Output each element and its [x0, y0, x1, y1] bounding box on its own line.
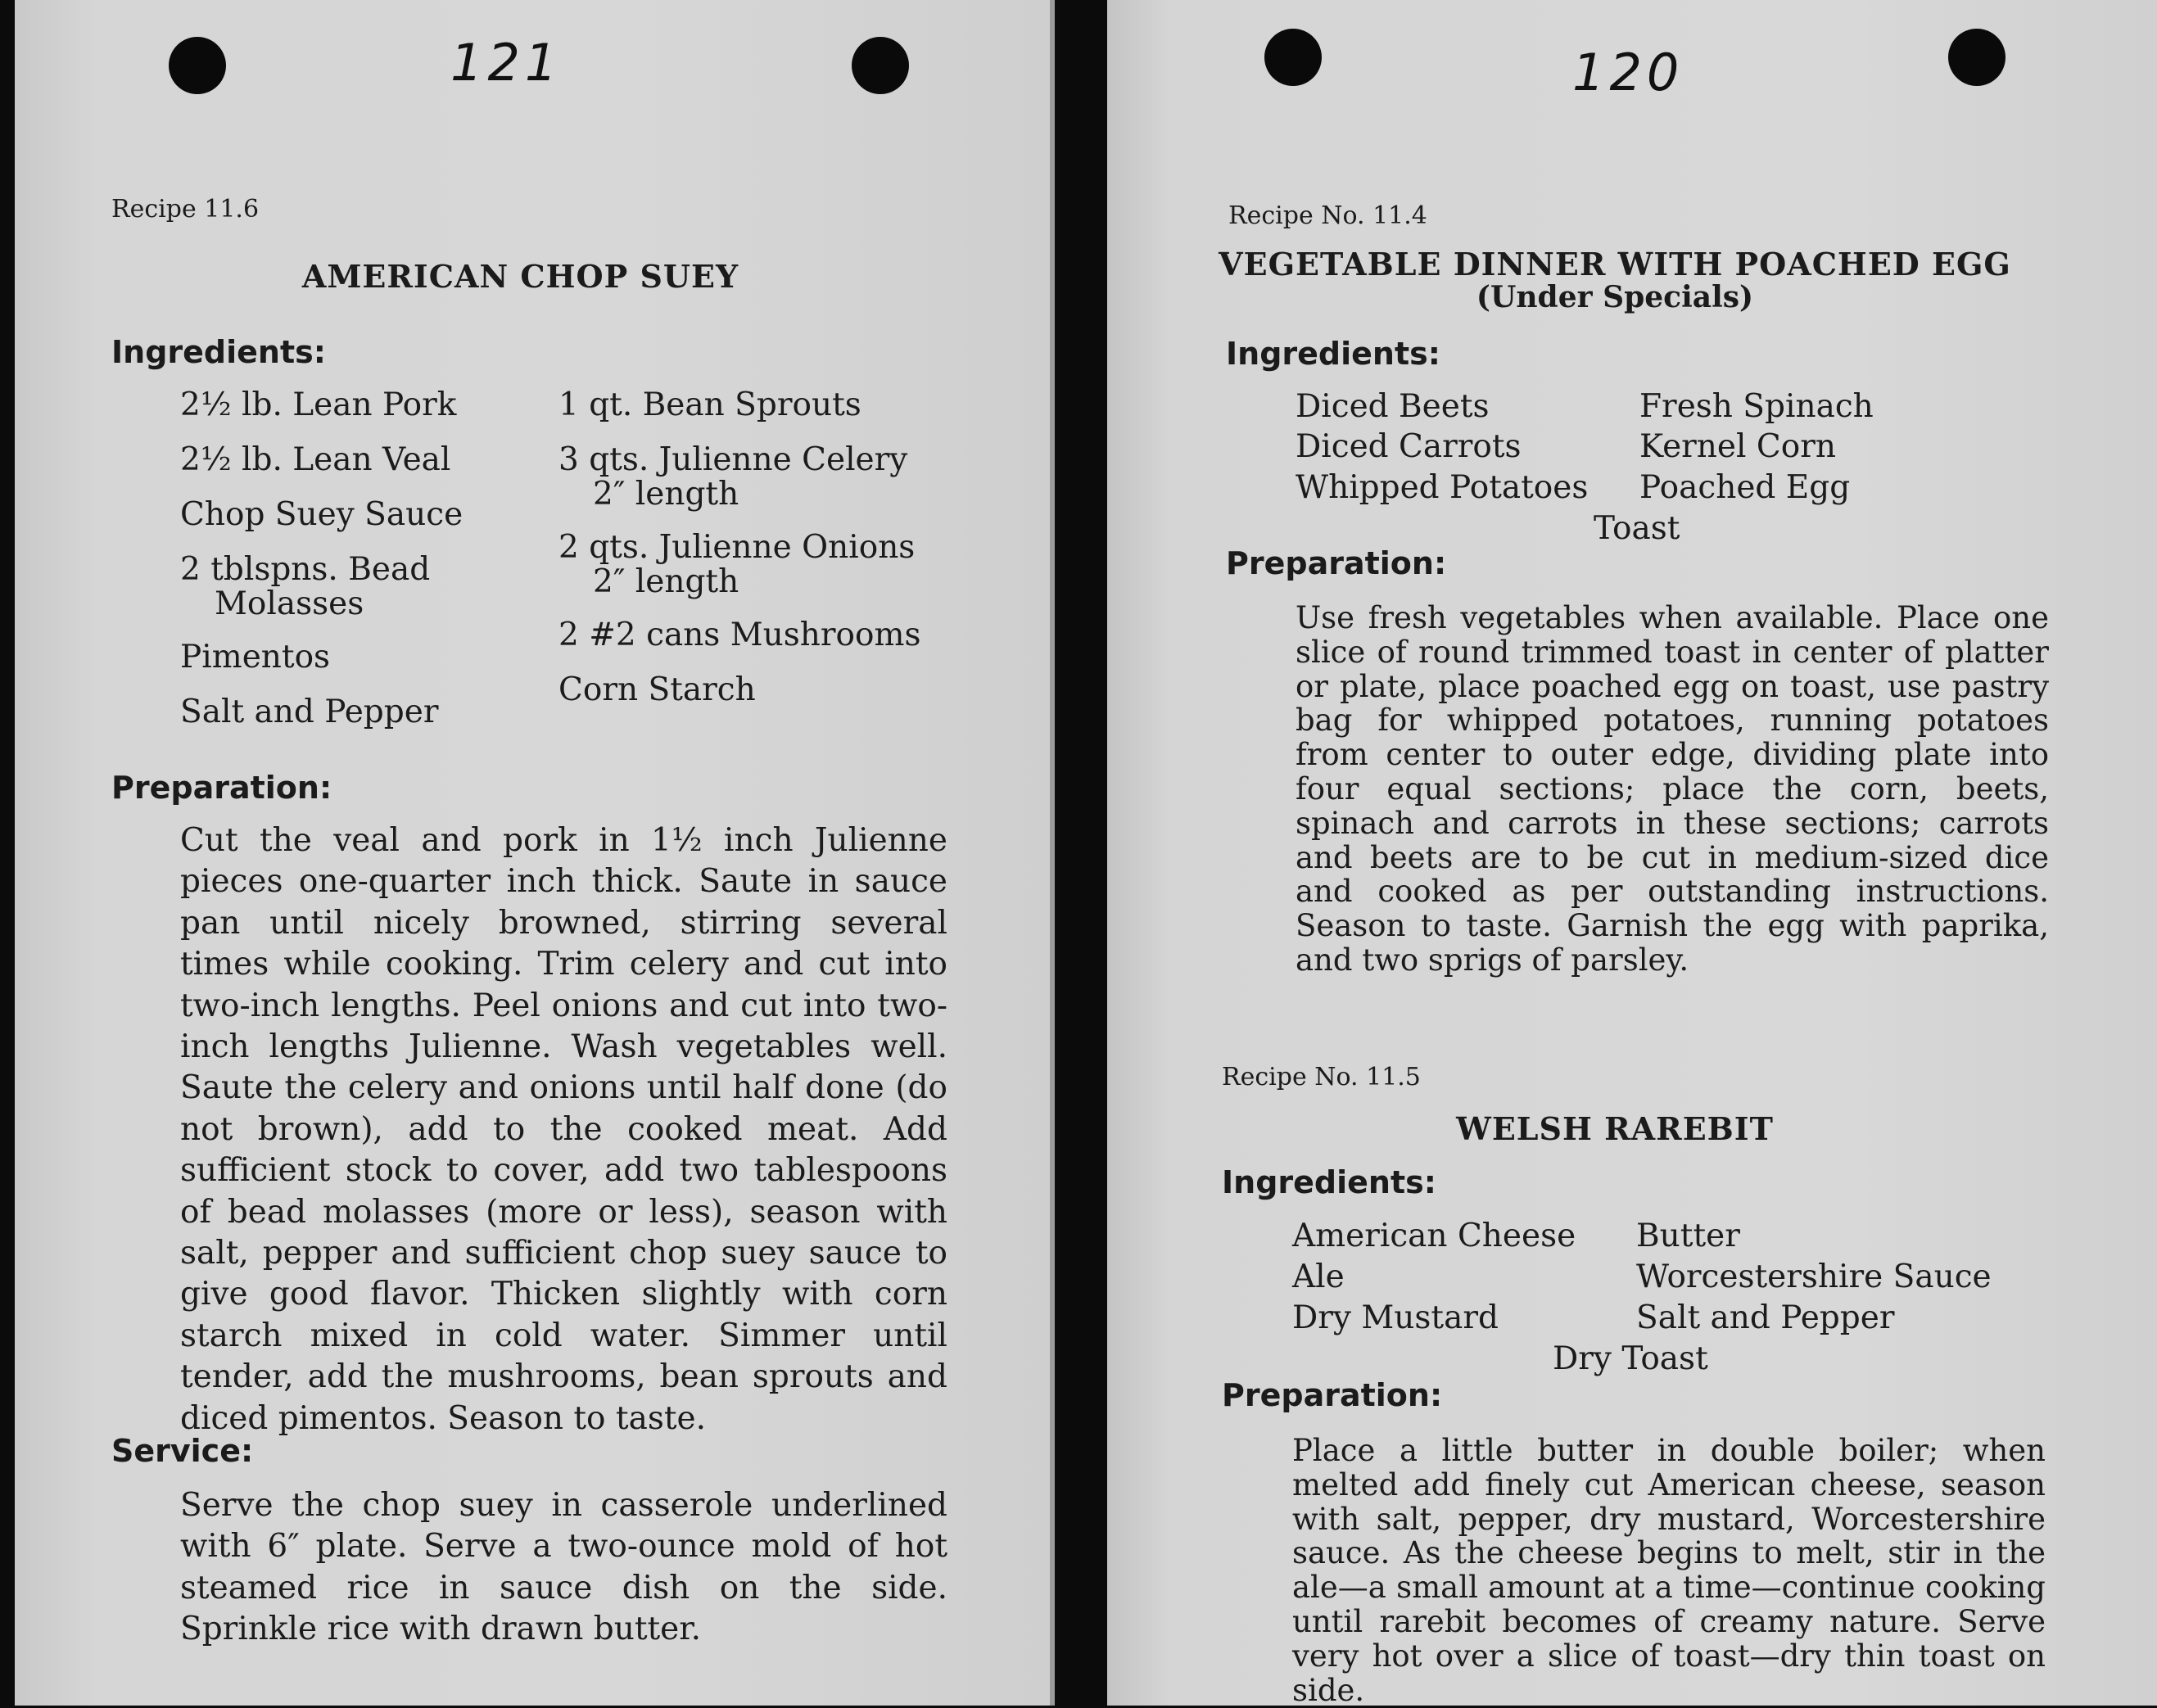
ingredient-item: 2 qts. Julienne Onions 2″ length	[558, 529, 916, 600]
ingredient-item: 2 #2 cans Mushrooms	[558, 617, 921, 653]
ingredients-heading: Ingredients:	[111, 334, 326, 370]
ingredient-item: Dry Mustard	[1292, 1299, 1499, 1336]
ingredient-item: Kernel Corn	[1639, 428, 1836, 465]
ingredient-item: 2 tblspns. Bead Molasses	[180, 551, 431, 622]
ingredient-item: Butter	[1636, 1218, 1740, 1254]
service-heading: Service:	[111, 1433, 254, 1469]
preparation-text: Place a little butter in double boiler; when melted add finely cut American cheese, season with salt, pepper, dry mustard, Worcestershire sauce. As the cheese begins to melt, stir in the ale—a small amount at a time—continue cooking until rarebit becomes of creamy nature. Serve very hot over a slice of toast—dry thin toast on side.	[1292, 1433, 2046, 1708]
preparation-heading: Preparation:	[111, 770, 332, 806]
ingredients-heading: Ingredients:	[1222, 1164, 1436, 1200]
ingredients-heading: Ingredients:	[1226, 336, 1440, 372]
punch-hole	[169, 37, 226, 94]
ingredient-item: Dry Toast	[1553, 1340, 1708, 1377]
ingredient-item: Poached Egg	[1639, 469, 1851, 506]
page-number: 120	[1572, 43, 1684, 102]
preparation-heading: Preparation:	[1222, 1377, 1443, 1413]
recipe-number: Recipe No. 11.5	[1222, 1063, 1421, 1091]
recipe-number: Recipe No. 11.4	[1228, 201, 1427, 230]
preparation-heading: Preparation:	[1226, 545, 1447, 581]
ingredient-item: Pimentos	[180, 639, 331, 676]
ingredient-item: Diced Beets	[1296, 388, 1490, 425]
ingredient-item: Worcestershire Sauce	[1636, 1258, 1992, 1295]
ingredient-item: Salt and Pepper	[1636, 1299, 1895, 1336]
recipe-title: AMERICAN CHOP SUEY	[301, 258, 739, 295]
ingredient-item: Diced Carrots	[1296, 428, 1522, 465]
ingredient-item: Toast	[1594, 510, 1680, 547]
ingredient-item: Chop Suey Sauce	[180, 496, 464, 533]
recipe-card-right	[1107, 0, 2157, 1706]
ingredient-item: 1 qt. Bean Sprouts	[558, 386, 861, 423]
punch-hole	[1264, 29, 1322, 86]
recipe-subtitle: (Under Specials)	[1476, 280, 1754, 314]
service-text: Serve the chop suey in casserole underlined with 6″ plate. Serve a two-ounce mold of hot steamed rice in sauce dish on the side. Sprinkle rice with drawn butter.	[180, 1487, 947, 1648]
preparation-text: Use fresh vegetables when available. Place one slice of round trimmed toast in center of platter or plate, place poached egg on toast, use pastry bag for whipped potatoes, running potatoes from center to outer edge, dividing plate into four equal sections; place the corn, beets, spinach and carrots in these sections; carrots and beets are to be cut in medium-sized dice and cooked as per outstanding instructions. Season to taste. Garnish the egg with paprika, and two sprigs of parsley.	[1296, 600, 2049, 978]
ingredient-item: Ale	[1292, 1258, 1345, 1295]
ingredient-item: Fresh Spinach	[1639, 388, 1874, 425]
ingredient-item: Salt and Pepper	[180, 694, 439, 730]
ingredient-item: 3 qts. Julienne Celery 2″ length	[558, 441, 908, 513]
preparation-text: Cut the veal and pork in 1½ inch Julienne pieces one-quarter inch thick. Saute in sauce pan until nicely browned, stirring several times while cooking. Trim celery and cut into two-inch lengths. Peel onions and cut into two-inch lengths Julienne. Wash vegetables well. Saute the celery and onions until half done (do not brown), add to the cooked meat. Add sufficient stock to cover, add two tablespoons of bead molasses (more or less), season with salt, pepper and sufficient chop suey sauce to give good flavor. Thicken slightly with corn starch mixed in cold water. Simmer until tender, add the mushrooms, bean sprouts and diced pimentos. Season to taste.	[180, 822, 947, 1437]
ingredient-item: 2½ lb. Lean Veal	[180, 441, 451, 478]
page-number: 121	[450, 33, 563, 93]
ingredient-item: Whipped Potatoes	[1296, 469, 1589, 506]
punch-hole	[1948, 29, 2006, 86]
ingredient-item: Corn Starch	[558, 671, 756, 708]
ingredient-item: 2½ lb. Lean Pork	[180, 386, 457, 423]
recipe-card-left	[15, 0, 1055, 1706]
recipe-title: WELSH RAREBIT	[1456, 1110, 1774, 1147]
punch-hole	[852, 37, 909, 94]
recipe-number: Recipe 11.6	[111, 195, 260, 224]
ingredient-item: American Cheese	[1292, 1218, 1576, 1254]
recipe-title: VEGETABLE DINNER WITH POACHED EGG	[1219, 246, 2011, 282]
